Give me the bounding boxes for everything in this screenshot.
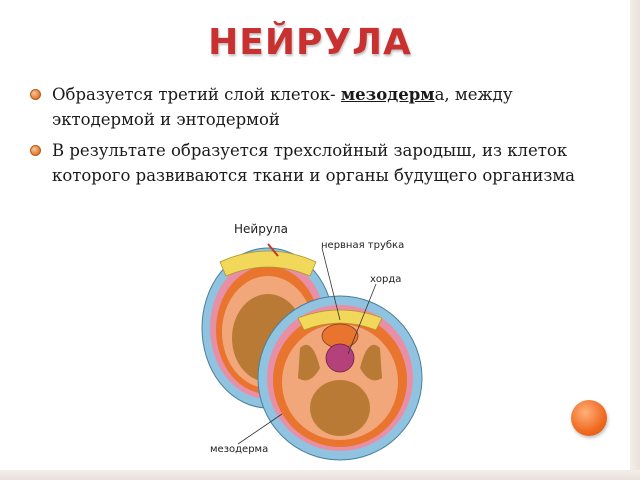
embryo-front <box>258 296 422 460</box>
neural-tube-label: нервная трубка <box>321 240 405 251</box>
figure-title-label: Нейрула <box>234 222 288 236</box>
bullet-icon <box>30 89 41 100</box>
slide-title: НЕЙРУЛА <box>208 22 412 63</box>
slide-frame-bottom <box>0 470 640 480</box>
chord-label: хорда <box>370 274 402 285</box>
bullet-item-2 <box>30 138 590 188</box>
bullet-2-text: В результате образуется трехслойный зародыш, из клеток которого развиваются ткани и органы будущего организма <box>52 141 576 185</box>
neurula-figure <box>190 218 426 470</box>
bullet-list <box>30 82 590 194</box>
neurula-illustration <box>190 218 426 470</box>
decorative-orange-circle-icon <box>571 400 607 436</box>
slide-frame-right <box>630 0 640 480</box>
bullet-item-1 <box>30 82 590 132</box>
mesoderm-label: мезодерма <box>210 444 269 455</box>
bullet-1-text-before: Образуется третий слой клеток- <box>52 85 341 104</box>
bullet-icon <box>30 145 41 156</box>
bullet-1-text-after: а, между эктодермой и энтодермой <box>52 85 513 129</box>
bullet-1-term: мезодерм <box>340 85 435 104</box>
